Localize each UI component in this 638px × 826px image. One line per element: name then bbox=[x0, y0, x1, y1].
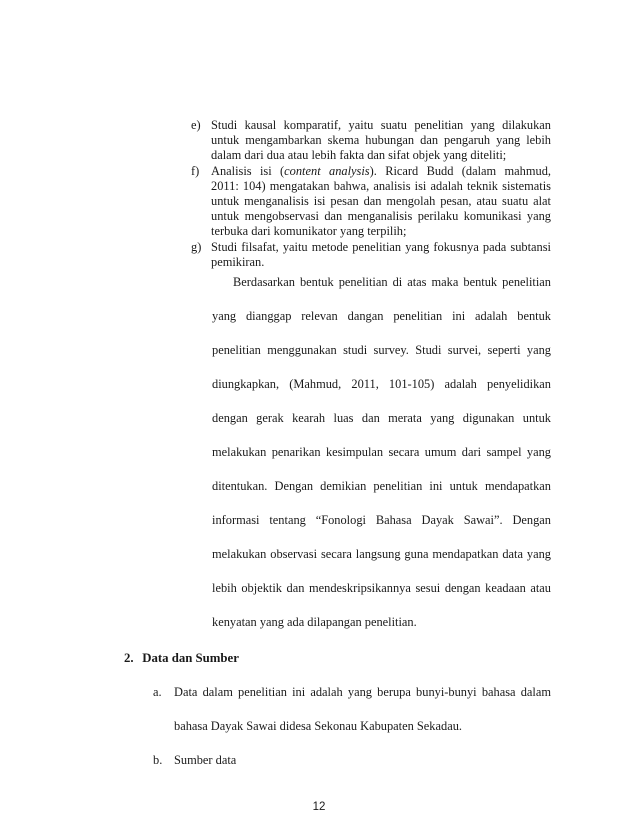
paragraph-line-2: yang dianggap relevan dangan penelitian ini adalah bentuk bbox=[212, 309, 551, 323]
paragraph-line-4: diungkapkan, (Mahmud, 2011, 101-105) adalah penyelidikan bbox=[212, 377, 551, 391]
paragraph-line-6: melakukan penarikan kesimpulan secara umum dari sampel yang bbox=[212, 445, 551, 459]
list-item-e bbox=[191, 118, 551, 163]
list-marker-f: f) bbox=[191, 164, 200, 178]
list-g-line-2: pemikiran. bbox=[211, 255, 265, 270]
list-e-line-1: Studi kausal komparatif, yaitu suatu penelitian yang dilakukan bbox=[211, 118, 551, 132]
list-f-line-5: terbuka dari komunikator yang terpilih; bbox=[211, 224, 407, 239]
paragraph-line-9: melakukan observasi secara langsung guna mendapatkan data yang bbox=[212, 547, 551, 561]
paragraph-line-11: kenyatan yang ada dilapangan penelitian. bbox=[212, 615, 417, 629]
page-number: 12 bbox=[312, 801, 326, 813]
list-e-line-3: dalam dari dua atau lebih fakta dan sifat objek yang diteliti; bbox=[211, 148, 507, 163]
paragraph-line-7: ditentukan. Dengan demikian penelitian ini untuk mendapatkan bbox=[212, 479, 551, 493]
list-item-f bbox=[191, 164, 551, 239]
section-number: 2. bbox=[124, 651, 134, 665]
sub-b-line-1: Sumber data bbox=[174, 753, 237, 767]
section-title: Data dan Sumber bbox=[142, 651, 239, 665]
paragraph-line-1: Berdasarkan bentuk penelitian di atas maka bentuk penelitian bbox=[233, 275, 551, 289]
paragraph-line-5: dengan gerak kearah luas dan merata yang digunakan untuk bbox=[212, 411, 551, 425]
list-f-line-2: 2011: 104) mengatakan bahwa, analisis isi adalah teknik sistematis bbox=[211, 179, 551, 194]
paragraph-line-3: penelitian menggunakan studi survey. Studi survei, seperti yang bbox=[212, 343, 551, 357]
list-f-line-3: untuk menganalisis isi pesan dan mengolah pesan, atau suatu alat bbox=[211, 194, 551, 209]
paragraph-line-8: informasi tentang “Fonologi Bahasa Dayak Sawai”. Dengan bbox=[212, 513, 551, 527]
list-f-line-1-em: content analysis bbox=[284, 164, 370, 178]
sub-marker-b: b. bbox=[153, 753, 163, 767]
sub-a-line-1: Data dalam penelitian ini adalah yang berupa bunyi-bunyi bahasa dalam bbox=[174, 685, 551, 699]
sub-item-a bbox=[153, 685, 551, 700]
section-heading bbox=[124, 651, 239, 666]
list-f-line-1 bbox=[211, 164, 551, 179]
sub-a-line-2: bahasa Dayak Sawai didesa Sekonau Kabupaten Sekadau. bbox=[174, 719, 462, 733]
list-g-line-1: Studi filsafat, yaitu metode penelitian yang fokusnya pada subtansi bbox=[211, 240, 551, 254]
sub-item-b bbox=[153, 753, 236, 768]
list-item-g bbox=[191, 240, 551, 270]
list-marker-e: e) bbox=[191, 118, 201, 132]
paragraph-line-10: lebih objektik dan mendeskripsikannya sesui dengan keadaan atau bbox=[212, 581, 551, 595]
list-f-line-1-pre: Analisis isi ( bbox=[211, 164, 285, 178]
list-f-line-1-post: ). Ricard Budd (dalam mahmud, bbox=[369, 164, 552, 178]
list-f-line-4: untuk mengobservasi dan menganalisis perilaku komunikasi yang bbox=[211, 209, 551, 224]
list-e-line-2: untuk mengambarkan skema hubungan dan pengaruh yang lebih bbox=[211, 133, 551, 148]
list-marker-g: g) bbox=[191, 240, 202, 254]
sub-marker-a: a. bbox=[153, 685, 162, 699]
